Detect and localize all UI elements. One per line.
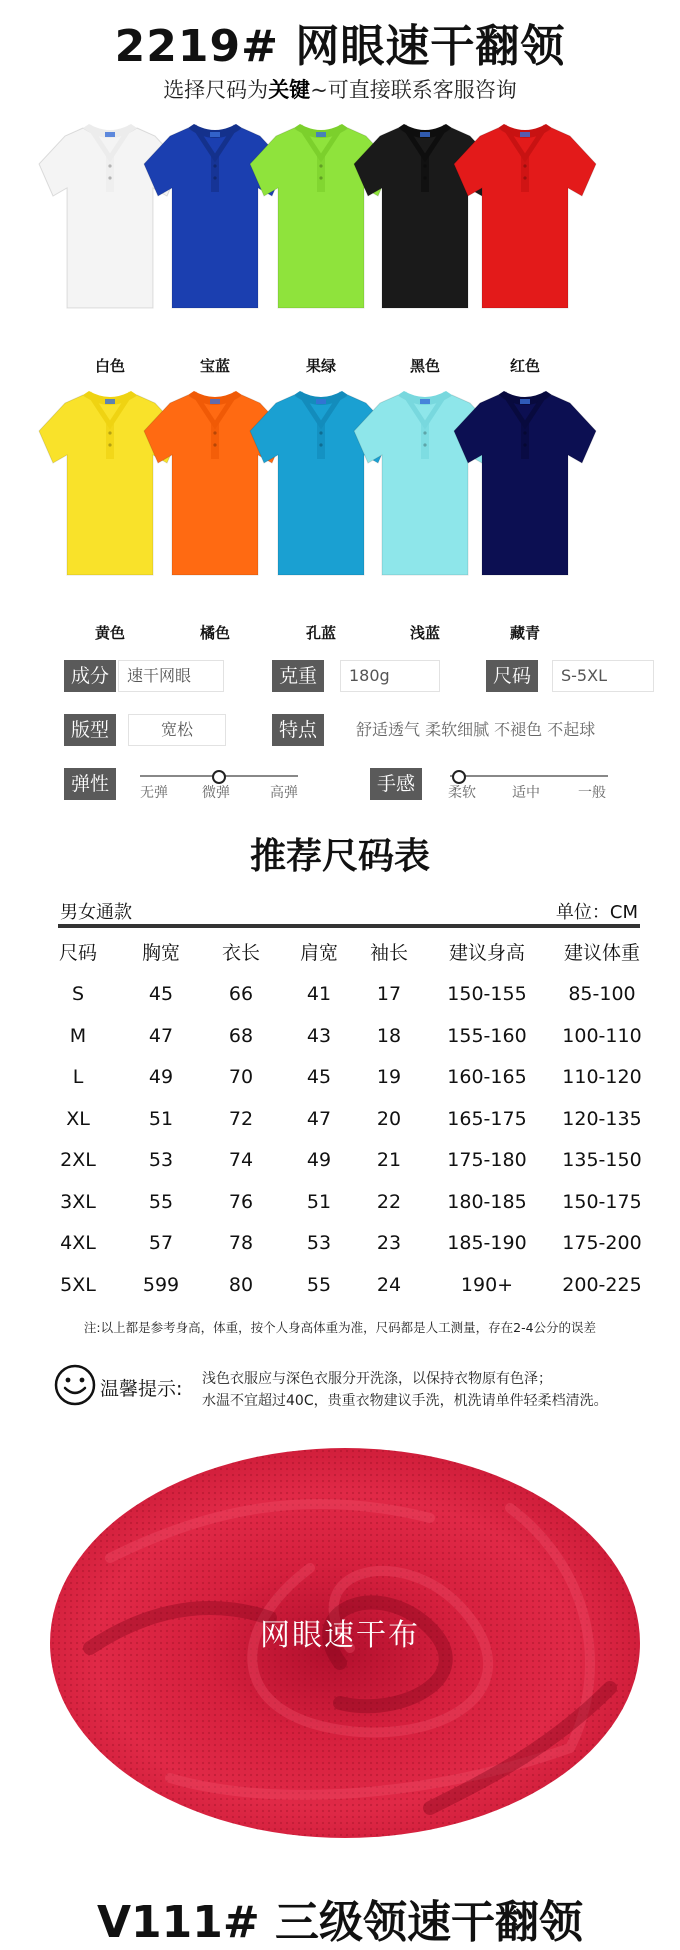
table-cell: 45 [148,983,174,1005]
tips-title: 温馨提示: [100,1378,183,1400]
table-cell: 70 [228,1066,254,1088]
table-cell: 24 [376,1273,402,1296]
tips-line-1: 浅色衣服应与深色衣服分开洗涤，以保持衣物原有色泽； [202,1371,552,1387]
table-cell: XL [66,1107,90,1130]
polo-shirt-image [450,118,600,318]
table-cell: 100-110 [562,1024,642,1047]
next-product-title: V111# 三级领速干翻领 [96,1897,584,1948]
size-chart-note: 注:以上都是参考身高，体重，按个人身高体重为准，尺码都是人工测量，存在2-4公分的误差 [83,1320,597,1335]
fabric-caption: 网眼速干布 [260,1618,420,1653]
hand-feel-tick-high: 一般 [578,785,606,801]
table-cell: 150-155 [447,983,527,1005]
table-cell: 5XL [60,1273,96,1296]
color-label: 浅蓝 [409,624,440,642]
table-cell: 3XL [60,1190,96,1213]
fabric-label: 成分 [64,660,116,692]
color-label: 孔蓝 [305,624,336,642]
table-cell: 45 [306,1066,332,1088]
fit-label: 版型 [64,714,116,746]
table-cell: 599 [142,1273,180,1296]
weight-value: 180g [340,660,440,692]
table-header-cell: 建议身高 [448,942,525,964]
size-label: 尺码 [486,660,538,692]
weight-label: 克重 [272,660,324,692]
table-cell: M [69,1024,87,1047]
table-cell: 160-165 [447,1066,527,1088]
color-label: 宝蓝 [199,357,230,375]
size-chart-caption: 男女通款 [60,902,132,923]
page-title: 2219# 网眼速干翻领 [114,21,566,72]
table-cell: 23 [376,1232,402,1254]
table-cell: 57 [148,1232,174,1254]
elasticity-tick-high: 高弹 [270,785,298,801]
subtitle-text: 选择尺码为 [163,78,269,102]
table-cell: 180-185 [447,1190,527,1213]
table-header-cell: 衣长 [221,942,260,964]
table-cell: 120-135 [562,1107,642,1130]
table-cell: 110-120 [562,1066,642,1088]
table-cell: 49 [306,1149,332,1171]
table-cell: S [71,983,85,1005]
table-cell: 76 [228,1190,254,1213]
smiley-icon [54,1364,96,1406]
table-cell: L [72,1066,84,1088]
elasticity-label: 弹性 [64,768,116,800]
table-cell: 53 [306,1232,332,1254]
table-cell: 68 [228,1024,254,1047]
table-cell: 53 [148,1149,174,1171]
hand-feel-tick-low: 柔软 [448,785,476,801]
color-label: 藏青 [509,624,540,642]
hand-feel-label: 手感 [370,768,422,800]
size-chart-title: 推荐尺码表 [249,836,430,877]
table-cell: 135-150 [562,1149,642,1171]
table-header-cell: 建议体重 [563,942,640,964]
table-cell: 19 [376,1066,402,1088]
table-cell: 80 [228,1273,254,1296]
color-label: 黄色 [94,624,125,642]
table-cell: 72 [228,1107,254,1130]
polo-shirt-image [450,385,600,585]
hand-feel-scale [450,775,608,777]
table-cell: 150-175 [562,1190,642,1213]
size-chart-unit: 单位：CM [555,902,638,923]
page-subtitle [0,74,680,104]
table-cell: 155-160 [447,1024,527,1047]
feature-value: 舒适透气 柔软细腻 不褪色 不起球 [356,720,596,739]
fit-value: 宽松 [128,714,226,746]
table-cell: 47 [148,1024,174,1047]
table-cell: 47 [306,1107,332,1130]
color-label: 黑色 [409,357,440,375]
table-cell: 2XL [60,1149,96,1171]
subtitle-text-tail: ~可直接联系客服咨询 [310,78,517,102]
table-cell: 51 [306,1190,332,1213]
table-cell: 190+ [460,1273,514,1296]
table-cell: 55 [306,1273,332,1296]
table-cell: 49 [148,1066,174,1088]
table-cell: 41 [306,983,332,1005]
subtitle-emphasis: 关键 [268,78,311,102]
elasticity-tick-mid: 微弹 [202,785,230,801]
table-cell: 17 [376,983,402,1005]
table-cell: 21 [376,1149,402,1171]
table-cell: 51 [148,1107,174,1130]
table-header-cell: 肩宽 [299,942,338,964]
table-cell: 22 [376,1190,402,1213]
table-cell: 165-175 [447,1107,527,1130]
table-cell: 74 [228,1149,254,1171]
table-cell: 55 [148,1190,174,1213]
elasticity-tick-low: 无弹 [140,785,168,801]
hand-feel-tick-mid: 适中 [512,785,540,801]
color-label: 白色 [94,357,125,375]
color-label: 红色 [509,357,540,375]
fabric-value: 速干网眼 [118,660,224,692]
table-header-cell: 袖长 [369,942,408,964]
table-header-cell: 尺码 [58,942,97,964]
table-cell: 43 [306,1024,332,1047]
table-cell: 78 [228,1232,254,1254]
size-chart-rule [58,924,640,928]
table-cell: 85-100 [568,983,636,1005]
tips-line-2: 水温不宜超过40C，贵重衣物建议手洗，机洗请单件轻柔档清洗。 [202,1393,608,1409]
table-cell: 18 [376,1024,402,1047]
table-cell: 66 [228,983,254,1005]
feature-label: 特点 [272,714,324,746]
table-cell: 200-225 [562,1273,642,1296]
color-label: 果绿 [305,357,336,375]
table-header-cell: 胸宽 [141,942,180,964]
table-cell: 175-180 [447,1149,527,1171]
table-cell: 20 [376,1107,402,1130]
size-value: S-5XL [552,660,654,692]
table-cell: 175-200 [562,1232,642,1254]
color-label: 橘色 [199,624,230,642]
table-cell: 4XL [60,1232,96,1254]
table-cell: 185-190 [447,1232,527,1254]
